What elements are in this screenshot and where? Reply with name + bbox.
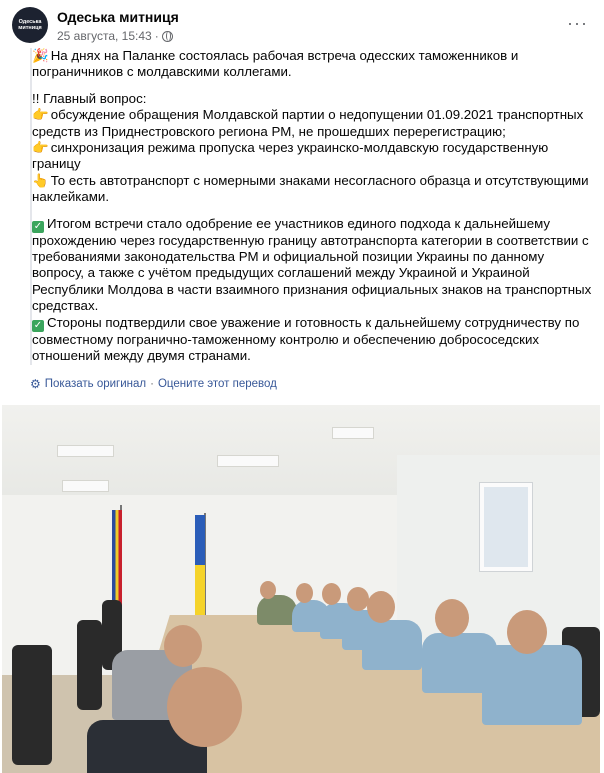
ukraine-flag [195,515,205,615]
check-mark-icon: ✓ [33,319,43,331]
meta-dot: · [154,29,159,43]
hand-pointing-icon: 👆 [32,172,49,188]
globe-icon [162,31,173,42]
person-head [322,583,341,605]
avatar-logo-text: Одеська митниця [18,19,42,31]
post-photo[interactable] [2,405,600,773]
paragraph-intro [32,48,592,81]
translation-separator: · [150,378,154,390]
office-chair [12,645,52,765]
person [257,595,297,625]
person-head [435,599,469,637]
paragraph-conclusion-text: Стороны подтвердили свое уважение и готовность к дальнейшему сотрудничеству по совместному погранично-таможенному контролю и обеспечению добрососедских отношений между двумя странами. [32,314,580,364]
rate-translation-link[interactable]: Оцените этот перевод [157,378,277,390]
person-head [167,667,242,747]
person-head [260,581,276,599]
paragraph-conclusion [32,315,592,365]
bullet-text: синхронизация режима пропуска через украинско-молдавскую государственную границу [32,140,549,172]
ceiling-lamp [62,480,109,492]
person-head [164,625,202,667]
person-head [367,591,395,623]
page-avatar[interactable] [12,7,48,43]
hand-pointing-icon: 👉 [32,107,49,123]
post-meta [57,29,173,43]
person [362,620,422,670]
ceiling-lamp [217,455,279,467]
bullet-item [32,107,592,140]
post-body [30,48,592,365]
ceiling-lamp [57,445,114,457]
ceiling-lamp [332,427,374,439]
post-header [12,7,592,47]
person [482,645,582,725]
paragraph-main-question: !! Главный вопрос: [32,90,147,106]
check-mark-icon: ✓ [33,220,43,232]
more-options-button[interactable]: ··· [567,13,588,33]
person-head [507,610,547,654]
show-original-link[interactable]: Показать оригинал [44,378,147,390]
post-timestamp[interactable]: 25 августа, 15:43 [57,29,152,43]
photo-window [480,483,532,571]
paragraph-intro-text: На днях на Паланке состоялась рабочая встреча одесских таможенников и пограничников с молдавскими коллегами. [32,48,519,80]
person-head [296,583,313,603]
gear-icon[interactable]: ⚙ [30,377,41,391]
hand-pointing-icon: 👉 [32,140,49,156]
paragraph-result-text: Итогом встречи стало одобрение ее участников единого подхода к дальнейшему прохождению через государственную границу автотранспорта категории в соответствии с требованиями законодательства РМ и официальной позиции Украины по данному вопросу, а также с учётом предыдущих соглашений между Украиной и Украиной Республики Молдова в части взаимного признания официальных знаков на транспортных средствах. [32,215,592,314]
office-chair [77,620,102,710]
bullet-item [32,173,592,206]
party-icon: 🎉 [32,48,49,63]
bullet-item [32,140,592,173]
person-head [347,587,369,611]
paragraph-result [32,216,592,315]
translation-bar [30,377,277,391]
bullet-text: обсуждение обращения Молдавской партии о недопущении 01.09.2021 транспортных средств из Приднестровского региона РМ, не прошедших перерегистрацию; [32,107,584,139]
bullet-text: То есть автотранспорт с номерными знаками несогласного образца и отсутствующими наклейками. [32,172,589,205]
page-name-link[interactable]: Одеська митниця [57,9,179,25]
